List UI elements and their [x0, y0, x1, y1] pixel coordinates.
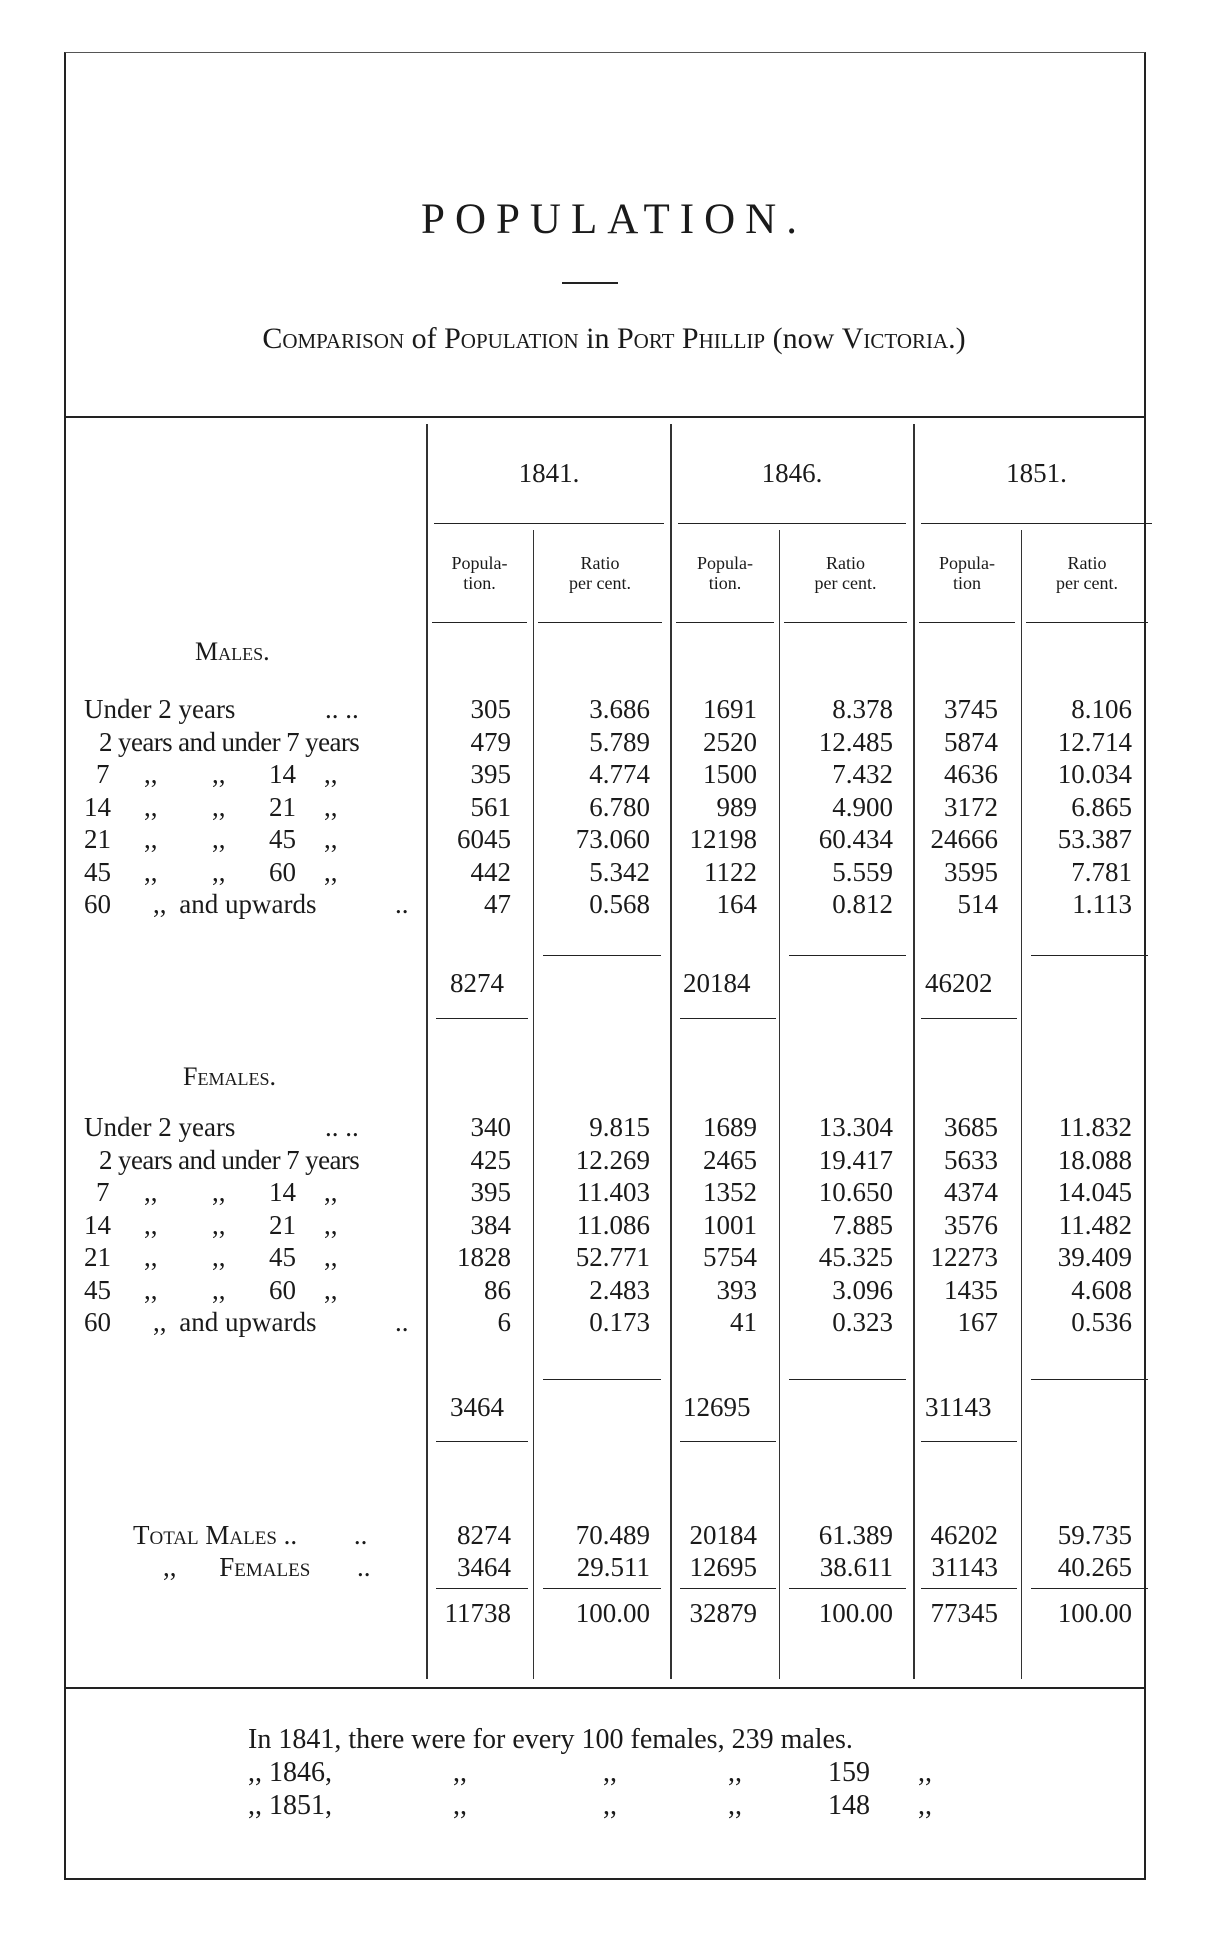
table-cell: 73.060	[575, 824, 650, 854]
table-cell: 8.378	[832, 694, 893, 724]
column-header-ratio: Ratio per cent.	[569, 553, 631, 593]
table-cell: 39.409	[1057, 1242, 1132, 1272]
row-label-part: ,,	[153, 889, 167, 919]
note-ditto: ,,	[248, 1790, 262, 1821]
table-cell: 52.771	[575, 1242, 650, 1272]
row-label-part: ,,	[144, 856, 158, 887]
subtotal-rule	[543, 1379, 661, 1380]
grand-total-rule	[1031, 1588, 1148, 1589]
row-label-part: 45	[84, 1274, 111, 1305]
total-males-cell: 70.489	[575, 1520, 650, 1550]
table-cell: 19.417	[818, 1144, 893, 1175]
row-label-part: ,,	[212, 1177, 226, 1207]
table-cell: 2.483	[589, 1274, 650, 1305]
table-cell: 5874	[944, 726, 998, 757]
note-line-1: In 1841, there were for every 100 females, 239 males.	[248, 1724, 853, 1755]
row-leader-dots: ..	[395, 1307, 409, 1337]
subtotal-rule	[1031, 1379, 1148, 1380]
subtitle-word: Victoria.)	[841, 322, 966, 355]
year-rule	[678, 523, 906, 524]
row-label-part: 14	[269, 759, 296, 789]
total-females-cell: 29.511	[576, 1552, 650, 1582]
row-label-part: ,,	[324, 1209, 338, 1240]
table-cell: 393	[716, 1274, 757, 1305]
table-cell: 7.781	[1071, 856, 1132, 887]
table-cell: 24666	[930, 824, 998, 854]
note-year: 1851,	[269, 1790, 332, 1821]
table-cell: 12273	[930, 1242, 998, 1272]
row-label-part: ,,	[212, 1209, 226, 1240]
table-cell: 13.304	[818, 1112, 893, 1142]
note-number: 159	[828, 1757, 870, 1788]
row-label-part: ,,	[212, 856, 226, 887]
table-cell: 45.325	[818, 1242, 893, 1272]
table-cell: 3685	[944, 1112, 998, 1142]
row-label-part: 60	[84, 1307, 111, 1337]
row-label-part: ,,	[144, 1242, 158, 1272]
year-header: 1841.	[518, 458, 580, 488]
column-header-population: Popula- tion	[939, 553, 995, 593]
row-label-part: ,,	[324, 856, 338, 887]
table-cell: 4374	[944, 1177, 998, 1207]
table-cell: 384	[470, 1209, 511, 1240]
table-cell: 7.885	[832, 1209, 893, 1240]
table-cell: 11.403	[576, 1177, 650, 1207]
table-cell: 479	[470, 726, 511, 757]
note-ditto: ,,	[248, 1757, 262, 1788]
subtotal-rule	[789, 1379, 906, 1380]
table-cell: 0.173	[589, 1307, 650, 1337]
total-males-text: Total Males ..	[133, 1520, 298, 1550]
row-label-part: 45	[269, 1242, 296, 1272]
row-leader-dots: ..	[395, 889, 409, 919]
grand-total-rule	[543, 1588, 661, 1589]
table-cell: 12.269	[575, 1144, 650, 1175]
row-label-part: 7	[96, 1177, 110, 1207]
table-cell: 5.342	[589, 856, 650, 887]
table-cell: 514	[957, 889, 998, 919]
row-label: 2 years and under 7 years	[99, 1144, 360, 1175]
table-cell: 6	[497, 1307, 511, 1337]
males-subtotal: 20184	[683, 968, 751, 998]
total-females-dots: ..	[357, 1552, 371, 1582]
table-cell: 53.387	[1057, 824, 1132, 854]
females-heading: Females.	[183, 1062, 276, 1091]
table-cell: 164	[716, 889, 757, 919]
header-rule	[919, 622, 1015, 623]
row-label: Under 2 years	[84, 694, 236, 724]
row-label-part: ,,	[144, 1274, 158, 1305]
grand-total-cell: 100.00	[575, 1598, 650, 1628]
year-header: 1851.	[1006, 458, 1067, 488]
subtitle-word: (now	[772, 322, 835, 355]
table-cell: 0.536	[1071, 1307, 1132, 1337]
table-cell: 1435	[944, 1274, 998, 1305]
table-cell: 10.034	[1057, 759, 1132, 789]
grand-total-cell: 11738	[444, 1598, 511, 1628]
table-cell: 1500	[703, 759, 757, 789]
females-subtotal: 12695	[683, 1392, 751, 1422]
column-header-population: Popula- tion.	[697, 553, 753, 593]
note-line-3	[248, 1790, 932, 1822]
total-males-cell: 8274	[457, 1520, 511, 1550]
females-subtotal: 3464	[450, 1392, 504, 1422]
grand-total-cell: 77345	[930, 1598, 998, 1628]
table-cell: 11.832	[1058, 1112, 1132, 1142]
grand-total-cell: 32879	[689, 1598, 757, 1628]
row-label-part: ,,	[324, 1177, 338, 1207]
total-females-cell: 38.611	[819, 1552, 893, 1582]
table-cell: 6.865	[1071, 791, 1132, 822]
total-females-label	[163, 1552, 371, 1583]
column-header-ratio: Ratio per cent.	[814, 553, 877, 593]
table-cell: 5.789	[589, 726, 650, 757]
table-cell: 1689	[703, 1112, 757, 1142]
year-header: 1846.	[761, 458, 823, 488]
subtotal-rule	[789, 955, 906, 956]
grand-total-rule	[436, 1588, 528, 1589]
note-ditto: ,,	[728, 1790, 742, 1821]
note-ditto: ,,	[453, 1790, 467, 1821]
note-ditto: ,,	[603, 1757, 617, 1788]
subtotal-rule	[680, 1018, 776, 1019]
row-label-part: 14	[84, 791, 111, 822]
row-label-part: 21	[269, 1209, 296, 1240]
column-divider	[670, 424, 672, 1679]
subtotal-rule	[921, 1441, 1017, 1442]
row-label-part: ,,	[212, 1274, 226, 1305]
row-label-part: ,,	[324, 791, 338, 822]
row-label	[84, 889, 316, 920]
row-label-part: ,,	[324, 824, 338, 854]
table-cell: 14.045	[1057, 1177, 1132, 1207]
table-cell: 4.900	[832, 791, 893, 822]
total-males-cell: 20184	[689, 1520, 757, 1550]
column-header-ratio: Ratio per cent.	[1056, 553, 1118, 593]
row-label-part: ,,	[153, 1307, 167, 1337]
grand-total-rule	[680, 1588, 776, 1589]
table-cell: 10.650	[818, 1177, 893, 1207]
total-males-cell: 61.389	[818, 1520, 893, 1550]
table-cell: 561	[470, 791, 511, 822]
title-rule	[562, 282, 618, 284]
subtitle-word: Port Phillip	[616, 322, 766, 355]
row-label-part: ,,	[324, 1242, 338, 1272]
row-label-part: 21	[269, 791, 296, 822]
females-subtotal: 31143	[925, 1392, 992, 1422]
row-label-part: 7	[96, 759, 110, 789]
subtotal-rule	[921, 1018, 1017, 1019]
row-label-part: 21	[84, 1242, 111, 1272]
row-label: Under 2 years	[84, 1112, 236, 1142]
table-cell: 3.096	[832, 1274, 893, 1305]
subtitle-word: of	[411, 322, 437, 355]
header-rule	[538, 622, 662, 623]
row-label-part: 21	[84, 824, 111, 854]
table-cell: 1122	[704, 856, 757, 887]
table-cell: 8.106	[1071, 694, 1132, 724]
row-label-part: ,,	[144, 759, 158, 789]
header-rule	[1026, 622, 1148, 623]
row-label-part: 45	[269, 824, 296, 854]
subtotal-rule	[543, 955, 661, 956]
table-cell: 2520	[703, 726, 757, 757]
column-divider	[913, 424, 915, 1679]
subtotal-rule	[436, 1018, 528, 1019]
table-cell: 425	[470, 1144, 511, 1175]
table-cell: 12.714	[1057, 726, 1132, 757]
table-cell: 11.482	[1058, 1209, 1132, 1240]
note-ditto: ,,	[918, 1757, 932, 1788]
note-number: 148	[828, 1790, 870, 1821]
table-cell: 6045	[457, 824, 511, 854]
note-ditto: ,,	[453, 1757, 467, 1788]
table-cell: 86	[484, 1274, 511, 1305]
table-cell: 0.568	[589, 889, 650, 919]
header-rule	[784, 622, 907, 623]
header-rule	[432, 622, 527, 623]
table-cell: 47	[484, 889, 511, 919]
table-cell: 1828	[457, 1242, 511, 1272]
subtitle-word: Population	[444, 322, 579, 355]
table-cell: 2465	[703, 1144, 757, 1175]
note-line-2	[248, 1757, 932, 1789]
table-bottom-rule	[64, 1687, 1146, 1689]
row-label-part: ,,	[212, 759, 226, 789]
table-cell: 11.086	[576, 1209, 650, 1240]
table-cell: 1691	[703, 694, 757, 724]
page-subtitle	[0, 322, 1228, 356]
table-cell: 3745	[944, 694, 998, 724]
table-cell: 395	[470, 1177, 511, 1207]
table-cell: 4636	[944, 759, 998, 789]
row-label-part: ,,	[324, 1274, 338, 1305]
table-cell: 1352	[703, 1177, 757, 1207]
grand-total-rule	[789, 1588, 906, 1589]
total-females-ditto: ,,	[163, 1552, 177, 1582]
row-label-part: 60	[269, 856, 296, 887]
subtitle-word: in	[586, 322, 610, 355]
header-rule	[676, 622, 774, 623]
table-cell: 167	[957, 1307, 998, 1337]
row-leader-dots: .. ..	[325, 1112, 359, 1142]
column-header-population: Popula- tion.	[451, 553, 508, 593]
row-label-part: ,,	[144, 1209, 158, 1240]
note-ditto: ,,	[603, 1790, 617, 1821]
table-cell: 41	[730, 1307, 757, 1337]
males-subtotal: 8274	[450, 968, 504, 998]
table-cell: 3.686	[589, 694, 650, 724]
table-cell: 6.780	[589, 791, 650, 822]
males-subtotal: 46202	[925, 968, 993, 998]
table-cell: 340	[470, 1112, 511, 1142]
subtotal-rule	[1031, 955, 1148, 956]
note-year: 1846,	[269, 1757, 332, 1788]
total-females-cell: 31143	[931, 1552, 998, 1582]
table-cell: 12198	[689, 824, 757, 854]
table-cell: 1001	[703, 1209, 757, 1240]
row-label-part: 60	[84, 889, 111, 919]
row-label-part: 14	[269, 1177, 296, 1207]
table-cell: 3576	[944, 1209, 998, 1240]
total-females-text: Females	[219, 1552, 311, 1582]
total-females-cell: 3464	[457, 1552, 511, 1582]
table-cell: 3595	[944, 856, 998, 887]
table-cell: 5633	[944, 1144, 998, 1175]
table-cell: 12.485	[818, 726, 893, 757]
row-label-part: ,,	[212, 824, 226, 854]
table-cell: 305	[470, 694, 511, 724]
row-label: 2 years and under 7 years	[99, 726, 360, 757]
table-cell: 60.434	[818, 824, 893, 854]
note-ditto: ,,	[918, 1790, 932, 1821]
row-label-part: ,,	[212, 791, 226, 822]
total-males-cell: 46202	[930, 1520, 998, 1550]
row-leader-dots: .. ..	[325, 694, 359, 724]
column-divider	[426, 424, 428, 1679]
subtotal-rule	[436, 1441, 528, 1442]
table-cell: 4.608	[1071, 1274, 1132, 1305]
table-cell: 5754	[703, 1242, 757, 1272]
males-heading: Males.	[195, 637, 270, 666]
row-label-part: ,,	[144, 791, 158, 822]
table-cell: 7.432	[832, 759, 893, 789]
table-cell: 0.812	[832, 889, 893, 919]
year-rule	[434, 523, 664, 524]
row-label-part: ,,	[212, 1242, 226, 1272]
row-label	[84, 1307, 316, 1338]
total-males-dots: ..	[353, 1520, 368, 1550]
table-cell: 9.815	[589, 1112, 650, 1142]
table-cell: 5.559	[832, 856, 893, 887]
table-cell: 395	[470, 759, 511, 789]
total-males-label	[133, 1520, 367, 1551]
grand-total-cell: 100.00	[818, 1598, 893, 1628]
grand-total-rule	[921, 1588, 1017, 1589]
row-label-part: 45	[84, 856, 111, 887]
row-label-part: and upwards	[172, 1307, 317, 1337]
row-label-part: 14	[84, 1209, 111, 1240]
row-label-part: 60	[269, 1274, 296, 1305]
subtitle-word: Comparison	[262, 322, 405, 355]
note-ditto: ,,	[728, 1757, 742, 1788]
table-cell: 989	[716, 791, 757, 822]
row-label-part: ,,	[144, 824, 158, 854]
grand-total-cell: 100.00	[1057, 1598, 1132, 1628]
total-males-cell: 59.735	[1057, 1520, 1132, 1550]
row-label-part: ,,	[144, 1177, 158, 1207]
total-females-cell: 40.265	[1057, 1552, 1132, 1582]
table-cell: 18.088	[1057, 1144, 1132, 1175]
row-label-part: and upwards	[172, 889, 317, 919]
total-females-cell: 12695	[689, 1552, 757, 1582]
row-label-part: ,,	[324, 759, 338, 789]
year-rule	[921, 523, 1152, 524]
subtotal-rule	[680, 1441, 776, 1442]
table-cell: 442	[470, 856, 511, 887]
table-cell: 0.323	[832, 1307, 893, 1337]
table-cell: 1.113	[1072, 889, 1132, 919]
table-cell: 4.774	[589, 759, 650, 789]
table-top-rule	[64, 416, 1146, 418]
table-cell: 3172	[944, 791, 998, 822]
page-title: POPULATION.	[421, 196, 807, 243]
